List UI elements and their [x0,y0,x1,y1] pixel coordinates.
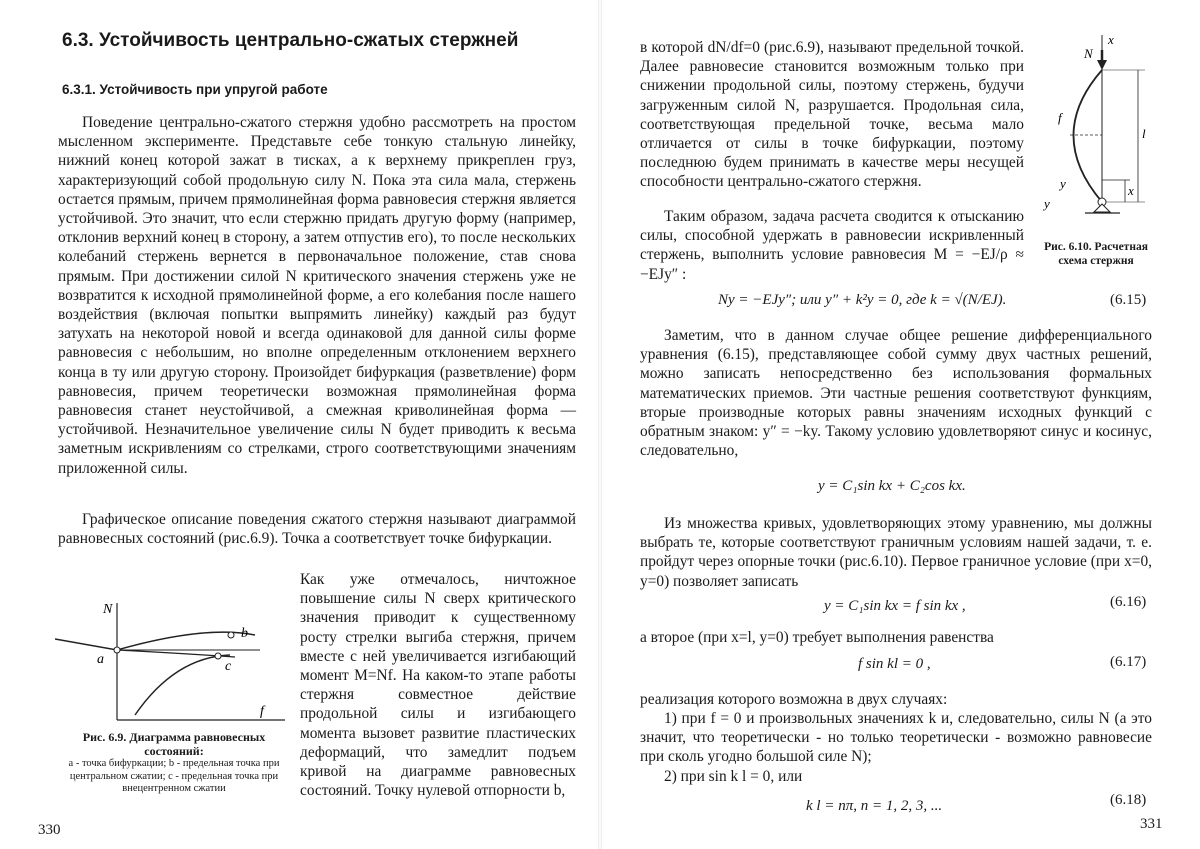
section-title: 6.3. Устойчивость центрально-сжатых стержней [62,30,519,51]
rod-label-y2: y [1044,196,1050,211]
rod-label-f: f [1058,110,1062,125]
equation-6-17: f sin kl = 0 , [858,656,931,672]
left-paragraph-3-text: Как уже отмечалось, ничтожное повышение силы N сверх критического значения приводит к существенному росту стрелки выгиба стержня, причем вместе с ней увеличивается изгибающий момент M=Nf. На каком-то этапе работы стержня совместное действие продольной силы и изгибающего момента вызовет развитие пластических деформаций, что замедлит подъем кривой на диаграмме равновесных состояний. Точку нулевой отпорности b, [300,571,576,800]
axis-f-label: f [260,704,264,719]
rod-label-x-top: x [1108,32,1114,47]
right-paragraph-5: а второе (при x=l, y=0) требует выполнения равенства [640,629,994,646]
equation-6-15: Ny = −EJy″; или y″ + k²y = 0, где k = √(N/EJ). [718,292,1007,308]
axis-n-label: N [103,602,113,617]
rod-label-l: l [1142,126,1146,141]
case-2: 2) при sin k l = 0, или [664,768,803,785]
figure-6-9-caption [64,730,284,796]
right-paragraph-2: Таким образом, задача расчета сводится к отысканию силы, способной удержать в равновесии искривленный стержень, выполнить условие равновесия M = −EJ/ρ ≈ −EJy″ : [640,208,1024,283]
figure-6-9-caption-title: Рис. 6.9. Диаграмма равновесных состояний: [82,730,266,758]
point-c [215,653,221,659]
page-number-left: 330 [38,822,61,838]
left-paragraph-1: Поведение центрально-сжатого стержня удобно рассмотреть на простом мысленном эксперименте. Представьте себе тонкую стальную линейку, нижний конец которой зажат в тисках, а к верхнему прикреплен груз, характеризующий собой продольную силу N. Пока эта сила мала, стержень остается прямым, причем прямолинейная форма равновесия стержня является устойчивой. Это значит, что если стержню придать другую форму (например, отклонив верхний конец в сторону, а затем отпустив его), то после нескольких колебаний стержень вернется в первоначальное положение, став снова прямым. При достижении силой N критического значения стержень уже не возвратится к исходной прямолинейной форме, а его колебания после нашего воздействия (включая попытки выпрямить линейку) каждый раз будут затухать на некоторой новой и всегда одинаковой для данной силы форме равновесия с небольшим, но вполне определенным отклонением верхнего конца в ту или другую сторону. Произойдет бифуркация (разветвление) форм равновесия, причем теоретически возможная прямолинейная форма равновесия станет неустойчивой, а смежная криволинейная форма — устойчивой. Незначительное увеличение силы N будет приводить к весьма заметным искривлениям со стрелками, строго соответствующими значениям приложенной силы. [58,114,576,477]
point-a [114,647,120,653]
subsection-title: 6.3.1. Устойчивость при упругой работе [62,82,328,97]
figure-6-10-caption: Рис. 6.10. Расчетная схема стержня [1044,241,1148,267]
force-arrowhead [1097,60,1107,70]
bottom-support [1094,204,1110,212]
point-b [228,632,234,638]
label-c: c [225,659,232,674]
label-b: b [241,626,248,641]
equilibrium-diagram [55,595,290,725]
right-paragraph-4: Из множества кривых, удовлетворяющих этому уравнению, мы должны выбрать те, которые соответствуют граничным условиям нашей задачи, т. е. пройдут через опорные точки (рис.6.10). Первое граничное условие (при x=0, y=0) позволяет записать [640,515,1152,590]
right-paragraph-6: реализация которого возможна в двух случаях: [640,691,948,708]
right-paragraph-1: в которой dN/df=0 (рис.6.9), называют предельной точкой. Далее равновесие становится возможным только при снижении продольной силы, поэтому стержень, будучи загруженным силой N, разрушается. Продольная сила, соответствующая предельной точке, весьма мало отличается от силы в точке бифуркации, поэтому последнюю будем принимать в качестве меры несущей способности центрально-сжатого стержня. [640,39,1024,191]
curve-b [55,632,255,650]
equation-6-18-number: (6.18) [1110,792,1147,808]
label-a: a [97,652,104,667]
left-paragraph-2: Графическое описание поведения сжатого стержня называют диаграммой равновесных состояний (рис.6.9). Точка a соответствует точке бифуркации. [58,511,576,548]
right-paragraph-3: Заметим, что в данном случае общее решение дифференциального уравнения (6.15), представляющее собой сумму двух частных решений, можно записать непосредственно без использования формальных математических приемов. Эти частные решения соответствуют функциям, вторые производные которых равны значениям исходных функций с обратным знаком: y″ = −ky. Такому условию удовлетворяют синус и косинус, следовательно, [640,327,1152,460]
equation-general-solution: y = C₁sin kx + C₂cos kx. [818,478,966,494]
rod-scheme [1040,30,1160,220]
case-1: 1) при f = 0 и произвольных значениях k и, следовательно, силы N (а это значит, что теоретически - но только теоретически - возможно равновесие при сколь угодно большой силе N); [640,710,1152,766]
equation-6-15-number: (6.15) [1110,292,1147,308]
equation-6-17-number: (6.17) [1110,654,1147,670]
equation-6-18: k l = nπ, n = 1, 2, 3, ... [806,798,943,814]
page-number-right: 331 [1140,816,1163,832]
equation-6-16: y = C₁sin kx = f sin kx , [824,598,966,614]
rod-label-x-dim: x [1128,183,1134,198]
bent-rod [1074,70,1103,202]
curve-c [135,655,230,715]
left-paragraph-3 [300,570,576,800]
figure-6-9-caption-body: a - точка бифуркации; b - предельная точка при центральном сжатии; c - предельная точка при внецентренном сжатии [68,758,280,794]
rod-label-y: y [1060,176,1066,191]
rod-label-n: N [1084,46,1093,61]
right-page [600,0,1200,849]
equation-6-16-number: (6.16) [1110,594,1147,610]
